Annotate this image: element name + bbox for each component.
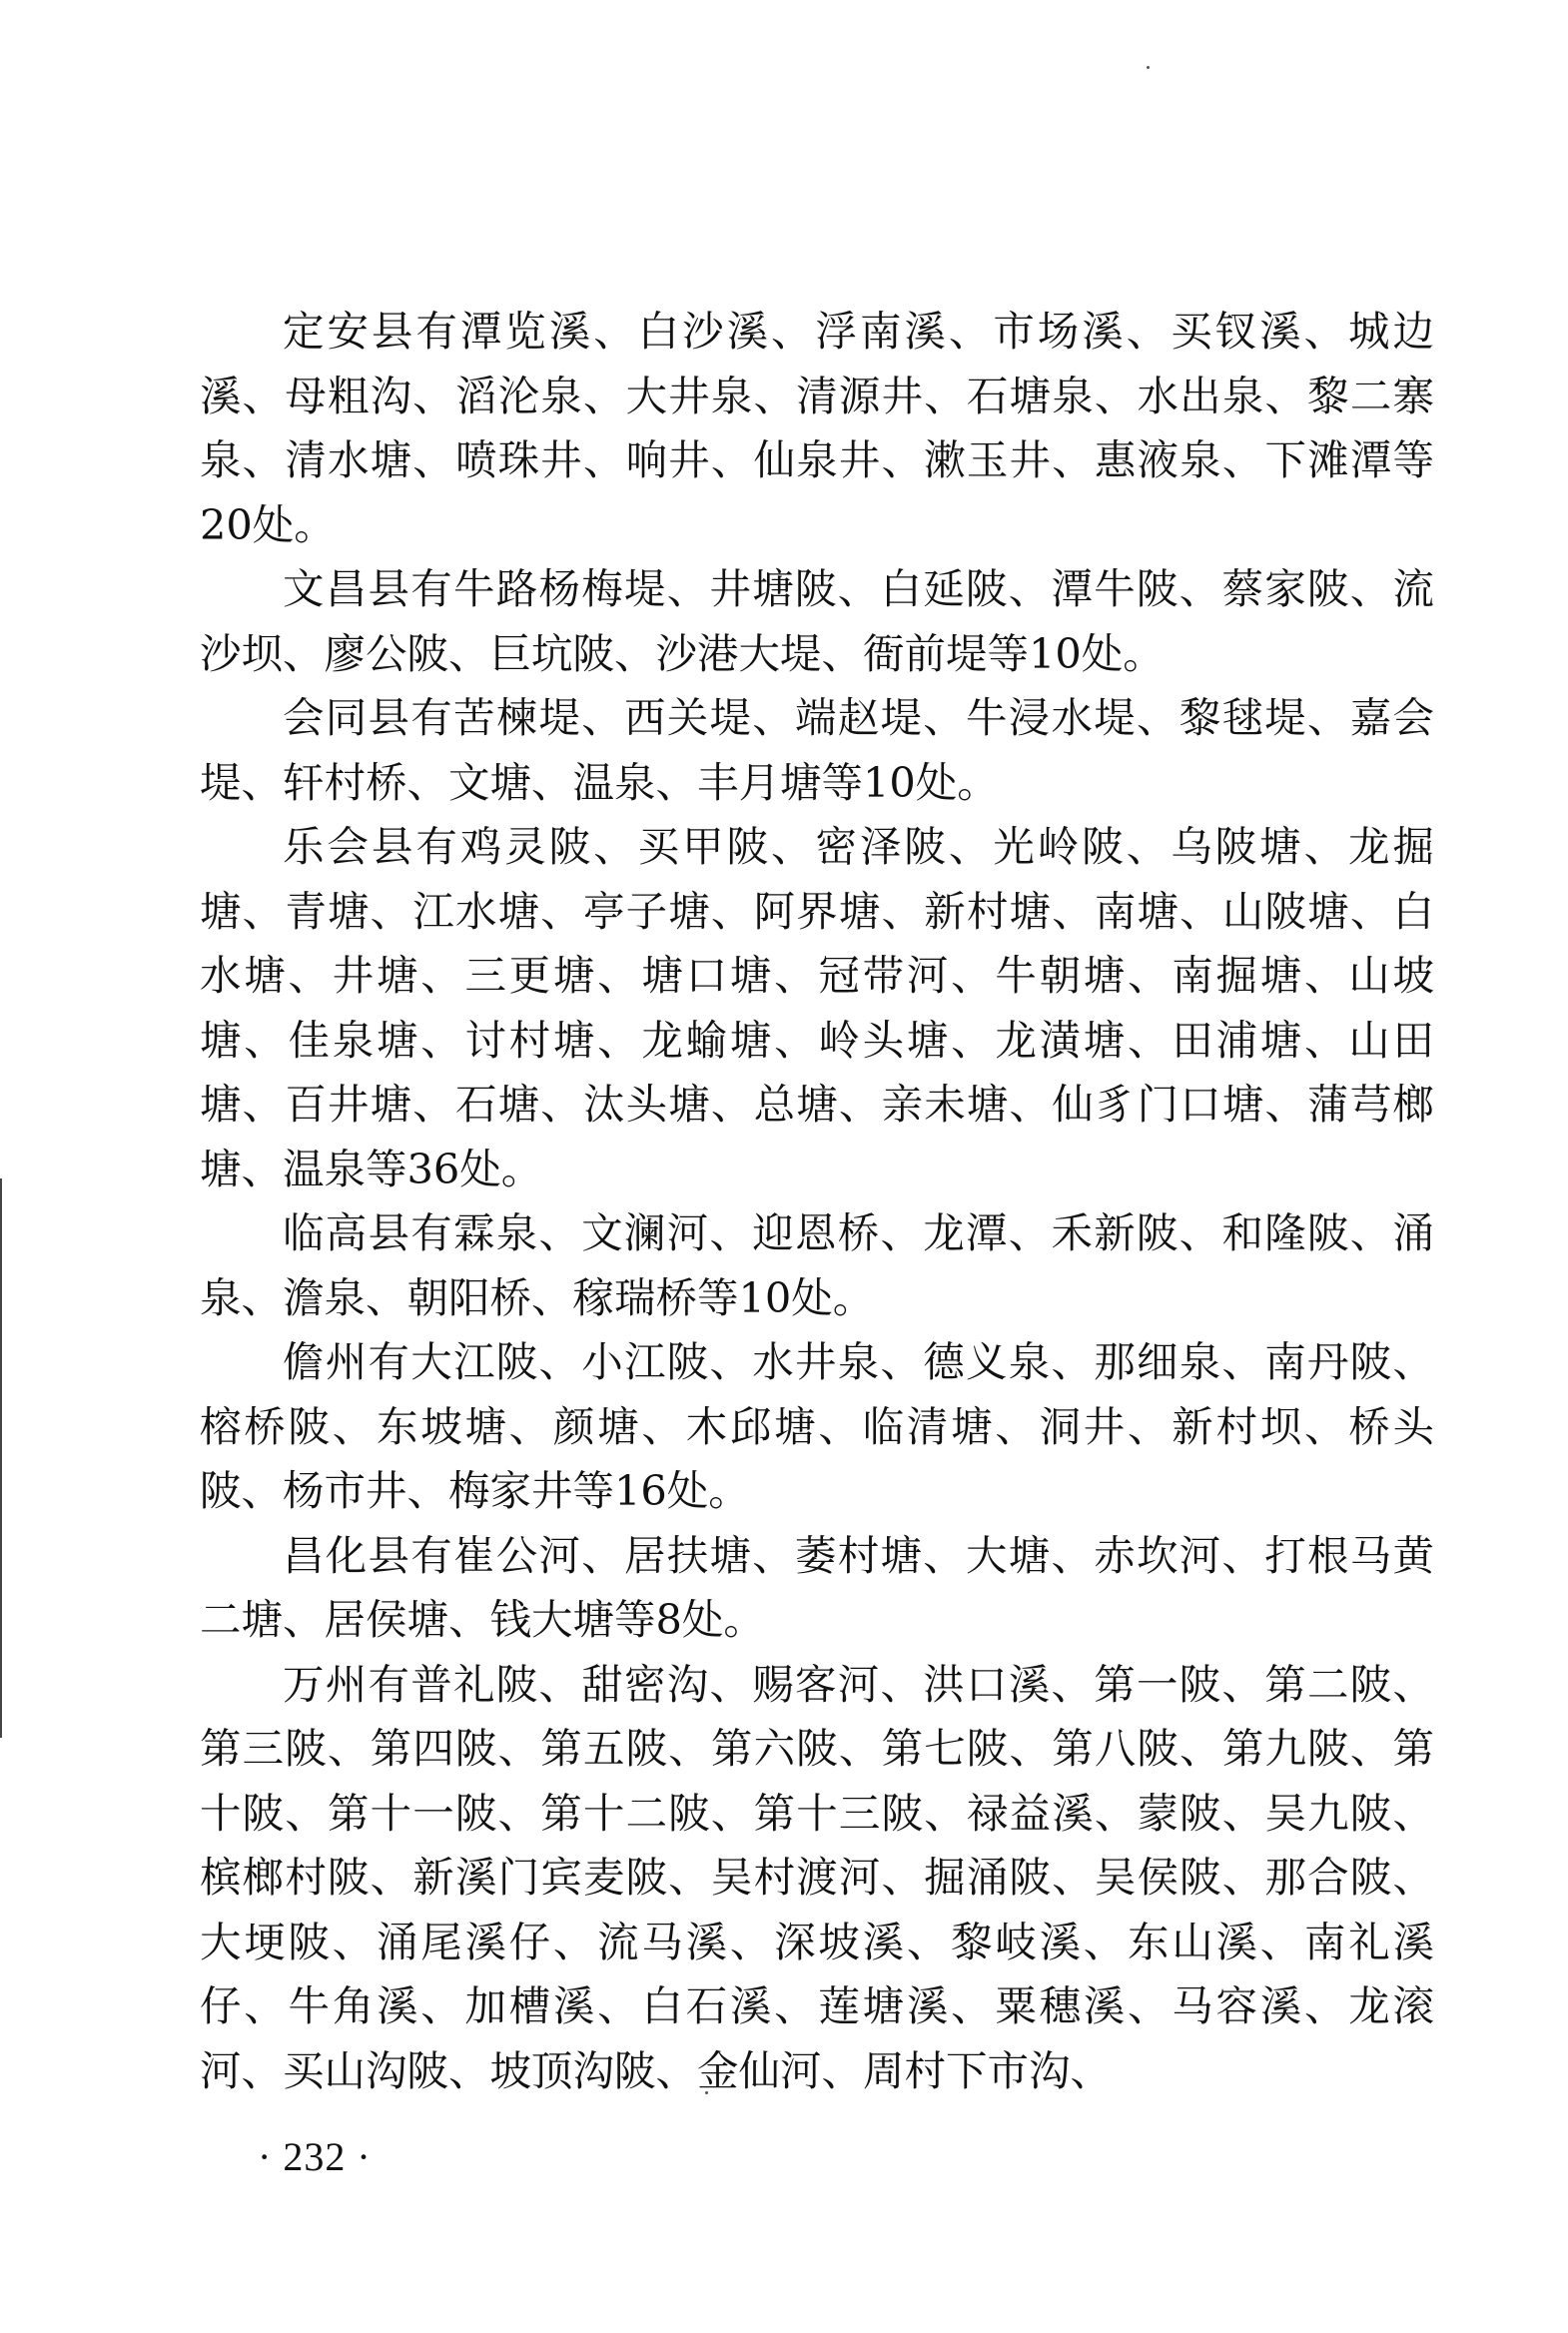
paragraph-lehui: 乐会县有鸡灵陂、买甲陂、密泽陂、光岭陂、乌陂塘、龙掘塘、青塘、江水塘、亭子塘、阿界塘、新村塘、南塘、山陂塘、白水塘、井塘、三更塘、塘口塘、冠带河、牛朝塘、南掘塘、山坡塘、佳泉塘、讨村塘、龙蝓塘、岭头塘、龙潢塘、田浦塘、山田塘、百井塘、石塘、汰头塘、总塘、亲未塘、仙豸门口塘、蒲芎榔塘、温泉等36处。 <box>200 822 1434 1193</box>
paragraph-lingao: 临高县有霖泉、文澜河、迎恩桥、龙潭、禾新陂、和隆陂、涌泉、澹泉、朝阳桥、稼瑞桥等10处。 <box>200 1208 1434 1322</box>
scan-speck <box>1147 66 1150 69</box>
paragraph-dingan: 定安县有潭览溪、白沙溪、浮南溪、市场溪、买钗溪、城边溪、母粗沟、滔沦泉、大井泉、清源井、石塘泉、水出泉、黎二寨泉、清水塘、喷珠井、响井、仙泉井、漱玉井、惠液泉、下滩潭等20处。 <box>200 307 1434 549</box>
paragraph-huitong: 会同县有苦楝堤、西关堤、端赵堤、牛浸水堤、黎毬堤、嘉会堤、轩村桥、文塘、温泉、丰月塘等10处。 <box>200 693 1434 807</box>
paragraph-changhua: 昌化县有崔公河、居扶塘、萎村塘、大塘、赤坎河、打根马黄二塘、居侯塘、钱大塘等8处。 <box>200 1530 1434 1644</box>
body-text <box>200 300 1434 2103</box>
page-number: · 232 · <box>258 2134 372 2179</box>
paragraph-danzhou: 儋州有大江陂、小江陂、水井泉、德义泉、那细泉、南丹陂、榕桥陂、东坡塘、颜塘、木邱塘、临清塘、洞井、新村坝、桥头陂、杨市井、梅家井等16处。 <box>200 1337 1434 1515</box>
paragraph-wanzhou: 万州有普礼陂、甜密沟、赐客河、洪口溪、第一陂、第二陂、第三陂、第四陂、第五陂、第六陂、第七陂、第八陂、第九陂、第十陂、第十一陂、第十二陂、第十三陂、禄益溪、蒙陂、吴九陂、槟榔村陂、新溪门宾麦陂、吴村渡河、掘涌陂、吴侯陂、那合陂、大埂陂、涌尾溪仔、流马溪、深坡溪、黎岐溪、东山溪、南礼溪仔、牛角溪、加槽溪、白石溪、莲塘溪、粟穗溪、马容溪、龙滚河、买山沟陂、坡顶沟陂、金仙河、周村下市沟、 <box>200 1659 1434 2095</box>
paragraph-wenchang: 文昌县有牛路杨梅堤、井塘陂、白延陂、潭牛陂、蔡家陂、流沙坝、廖公陂、巨坑陂、沙港大堤、衙前堤等10处。 <box>200 564 1434 678</box>
binding-edge-line <box>0 1178 2 1738</box>
